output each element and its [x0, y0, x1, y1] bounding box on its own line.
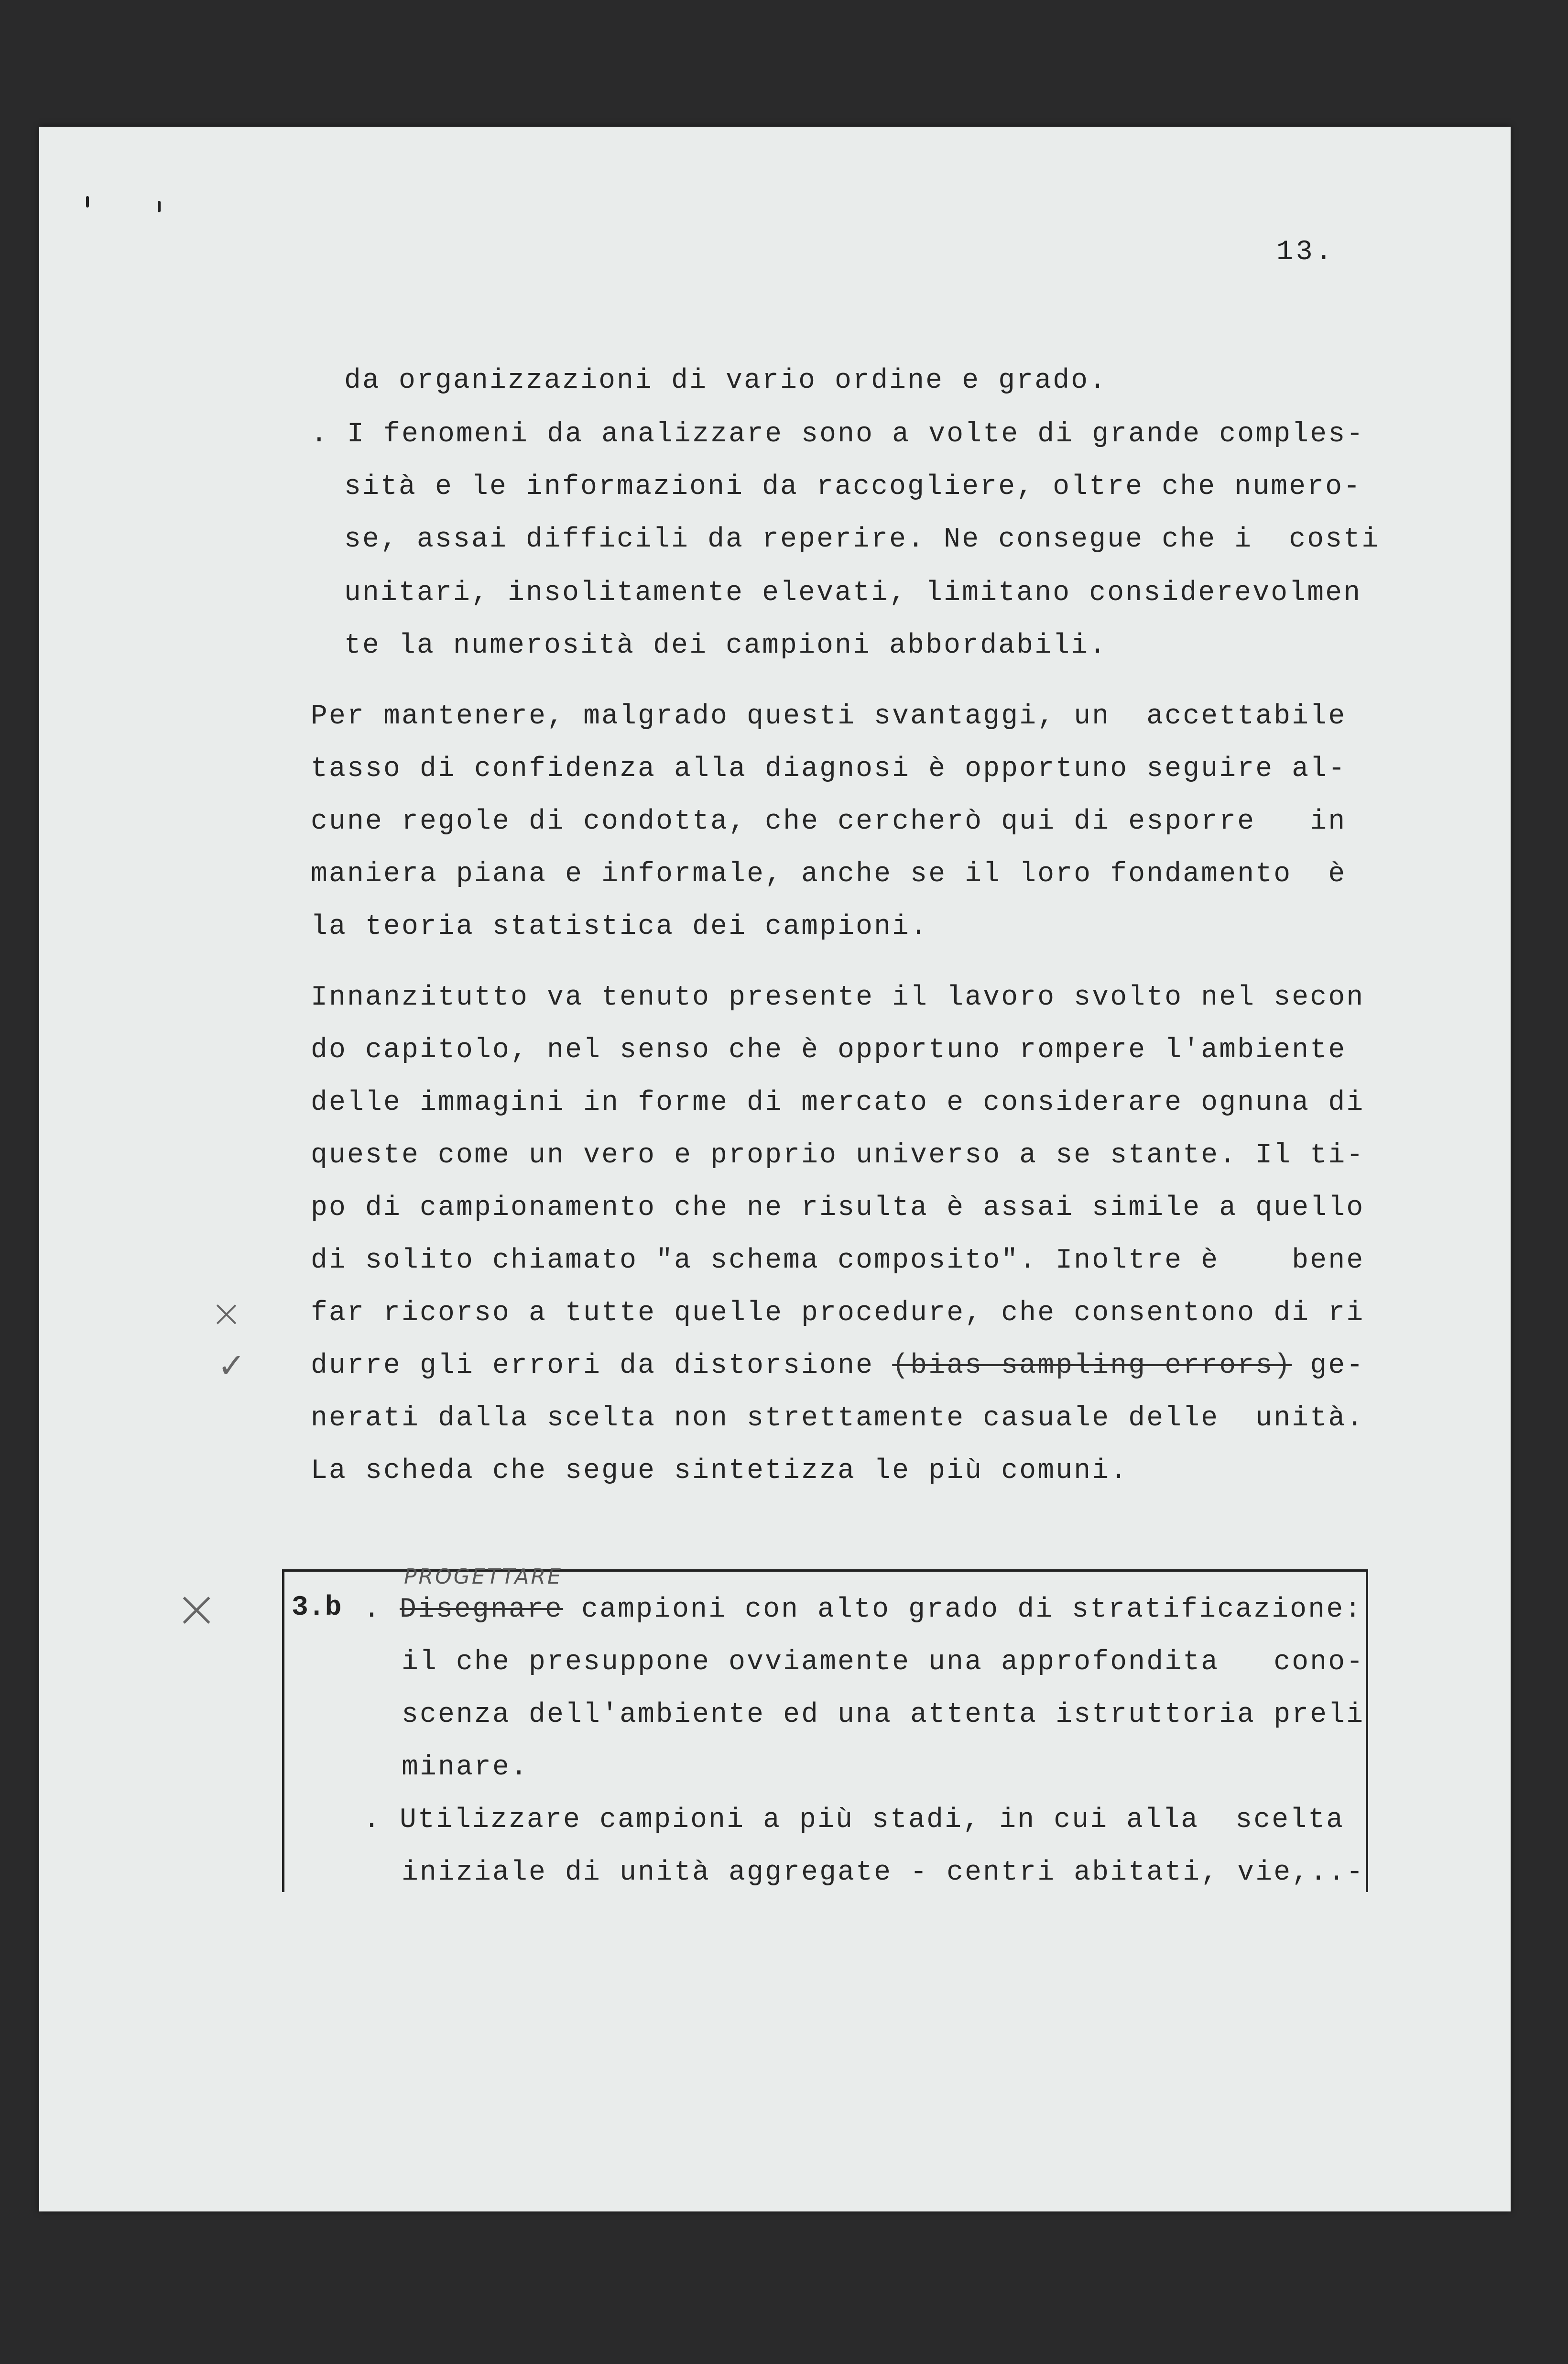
text-line: unitari, insolitamente elevati, limitano considerevolmen [344, 578, 1362, 609]
text-line: se, assai difficili da reperire. Ne consegue che i costi [344, 524, 1380, 555]
pin-mark [86, 196, 89, 208]
text-line: durre gli errori da distorsione (bias sampling errors) ge- [311, 1350, 1365, 1381]
struck-text: (bias sampling errors) [892, 1350, 1292, 1381]
box-line: il che presuppone ovviamente una approfondita cono- [402, 1647, 1365, 1678]
text-line: te la numerosità dei campioni abbordabili. [344, 630, 1108, 661]
box-line: . Utilizzare campioni a più stadi, in cui alla scelta [363, 1805, 1345, 1836]
box-line: . Disegnare campioni con alto grado di stratificazione: [363, 1594, 1363, 1625]
text-line: da organizzazioni di vario ordine e grado. [344, 365, 1108, 396]
text-line: di solito chiamato "a schema composito". Inoltre è bene [311, 1245, 1365, 1276]
box-line: scenza dell'ambiente ed una attenta istruttoria preli [402, 1699, 1365, 1730]
margin-check-mark: ✓ [218, 1346, 246, 1385]
margin-x-mark: × [174, 1578, 219, 1639]
box-line: minare. [402, 1752, 529, 1783]
page-number: 13. [1276, 237, 1335, 268]
text-line: queste come un vero e proprio universo a se stante. Il ti- [311, 1140, 1365, 1171]
box-line: iniziale di unità aggregate - centri abitati, vie,..- [402, 1857, 1365, 1888]
text-line: Per mantenere, malgrado questi svantaggi, un accettabile [311, 701, 1347, 732]
text-line: nerati dalla scelta non strettamente casuale delle unità. [311, 1403, 1365, 1434]
text-line: . I fenomeni da analizzare sono a volte di grande comples- [311, 419, 1365, 450]
text-line: Innanzitutto va tenuto presente il lavoro svolto nel secon [311, 982, 1365, 1013]
text-line: La scheda che segue sintetizza le più comuni. [311, 1456, 1129, 1487]
box-label: 3.b [292, 1592, 342, 1623]
handwritten-correction: PROGETTARE [404, 1565, 563, 1589]
text-line: far ricorso a tutte quelle procedure, che consentono di ri [311, 1298, 1365, 1329]
pin-mark [158, 201, 161, 212]
text-line: tasso di confidenza alla diagnosi è opportuno seguire al- [311, 754, 1347, 785]
text-line: cune regole di condotta, che cercherò qui di esporre in [311, 806, 1347, 837]
struck-word: Disegnare [400, 1594, 564, 1625]
text-line: do capitolo, nel senso che è opportuno rompere l'ambiente [311, 1035, 1347, 1066]
text-line: delle immagini in forme di mercato e considerare ognuna di [311, 1087, 1365, 1118]
text-line: la teoria statistica dei campioni. [311, 911, 929, 942]
margin-x-mark: × [210, 1291, 243, 1335]
text-line: sità e le informazioni da raccogliere, oltre che numero- [344, 471, 1362, 503]
text-line: maniera piana e informale, anche se il loro fondamento è [311, 859, 1347, 890]
text-line: po di campionamento che ne risulta è assai simile a quello [311, 1193, 1365, 1224]
